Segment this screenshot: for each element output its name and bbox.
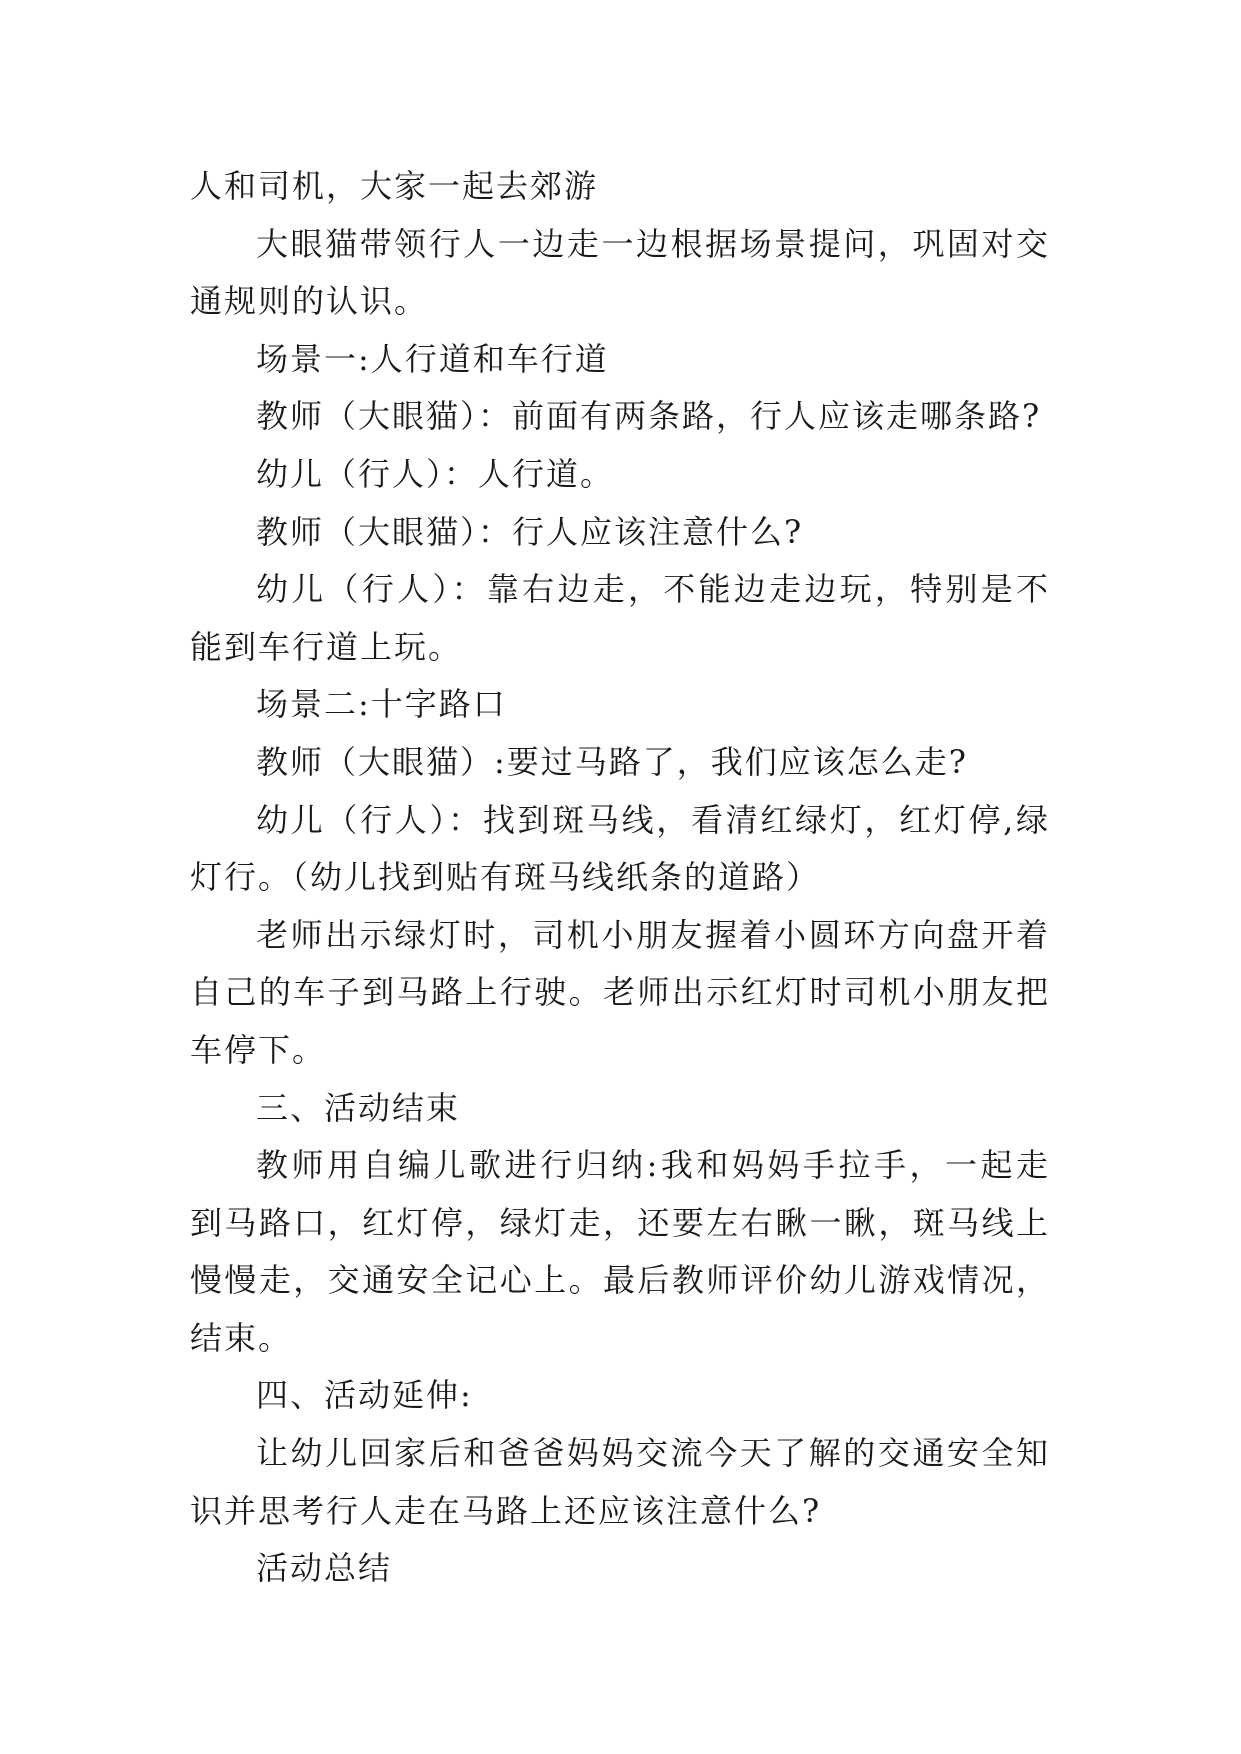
- dialogue-line: 幼儿（行人）：靠右边走，不能边走边玩，特别是不能到车行道上玩。: [190, 570, 1050, 666]
- document-body: [190, 158, 1050, 1598]
- section-heading-activity-end: 三、活动结束: [256, 1088, 461, 1127]
- dialogue-line: 教师（大眼猫）：前面有两条路，行人应该走哪条路?: [256, 397, 1042, 436]
- scene-one-heading: 场景一:人行道和车行道: [256, 339, 609, 378]
- section-heading-activity-extension: 四、活动延伸:: [256, 1376, 473, 1415]
- dialogue-line: 教师（大眼猫）:要过马路了，我们应该怎么走?: [256, 742, 968, 781]
- dialogue-line: 教师（大眼猫）：行人应该注意什么?: [256, 512, 804, 551]
- section-heading-activity-summary: 活动总结: [256, 1549, 393, 1588]
- paragraph-continuation: 人和司机，大家一起去郊游: [190, 167, 599, 205]
- paragraph-body: 老师出示绿灯时，司机小朋友握着小圆环方向盘开着自己的车子到马路上行驶。老师出示红灯时司机小朋友把车停下。: [190, 915, 1050, 1069]
- paragraph-body: 让幼儿回家后和爸爸妈妈交流今天了解的交通安全知识并思考行人走在马路上还应该注意什么?: [190, 1434, 1050, 1530]
- paragraph-body: 教师用自编儿歌进行归纳:我和妈妈手拉手，一起走到马路口，红灯停，绿灯走，还要左右瞅一瞅，斑马线上慢慢走，交通安全记心上。最后教师评价幼儿游戏情况，结束。: [190, 1146, 1050, 1357]
- dialogue-line: 幼儿（行人）：找到斑马线，看清红绿灯，红灯停,绿灯行。（幼儿找到贴有斑马线纸条的道路）: [190, 800, 1050, 897]
- paragraph-intro: 大眼猫带领行人一边走一边根据场景提问，巩固对交通规则的认识。: [190, 224, 1050, 321]
- dialogue-line: 幼儿（行人）：人行道。: [256, 454, 615, 493]
- scene-two-heading: 场景二:十字路口: [256, 685, 507, 724]
